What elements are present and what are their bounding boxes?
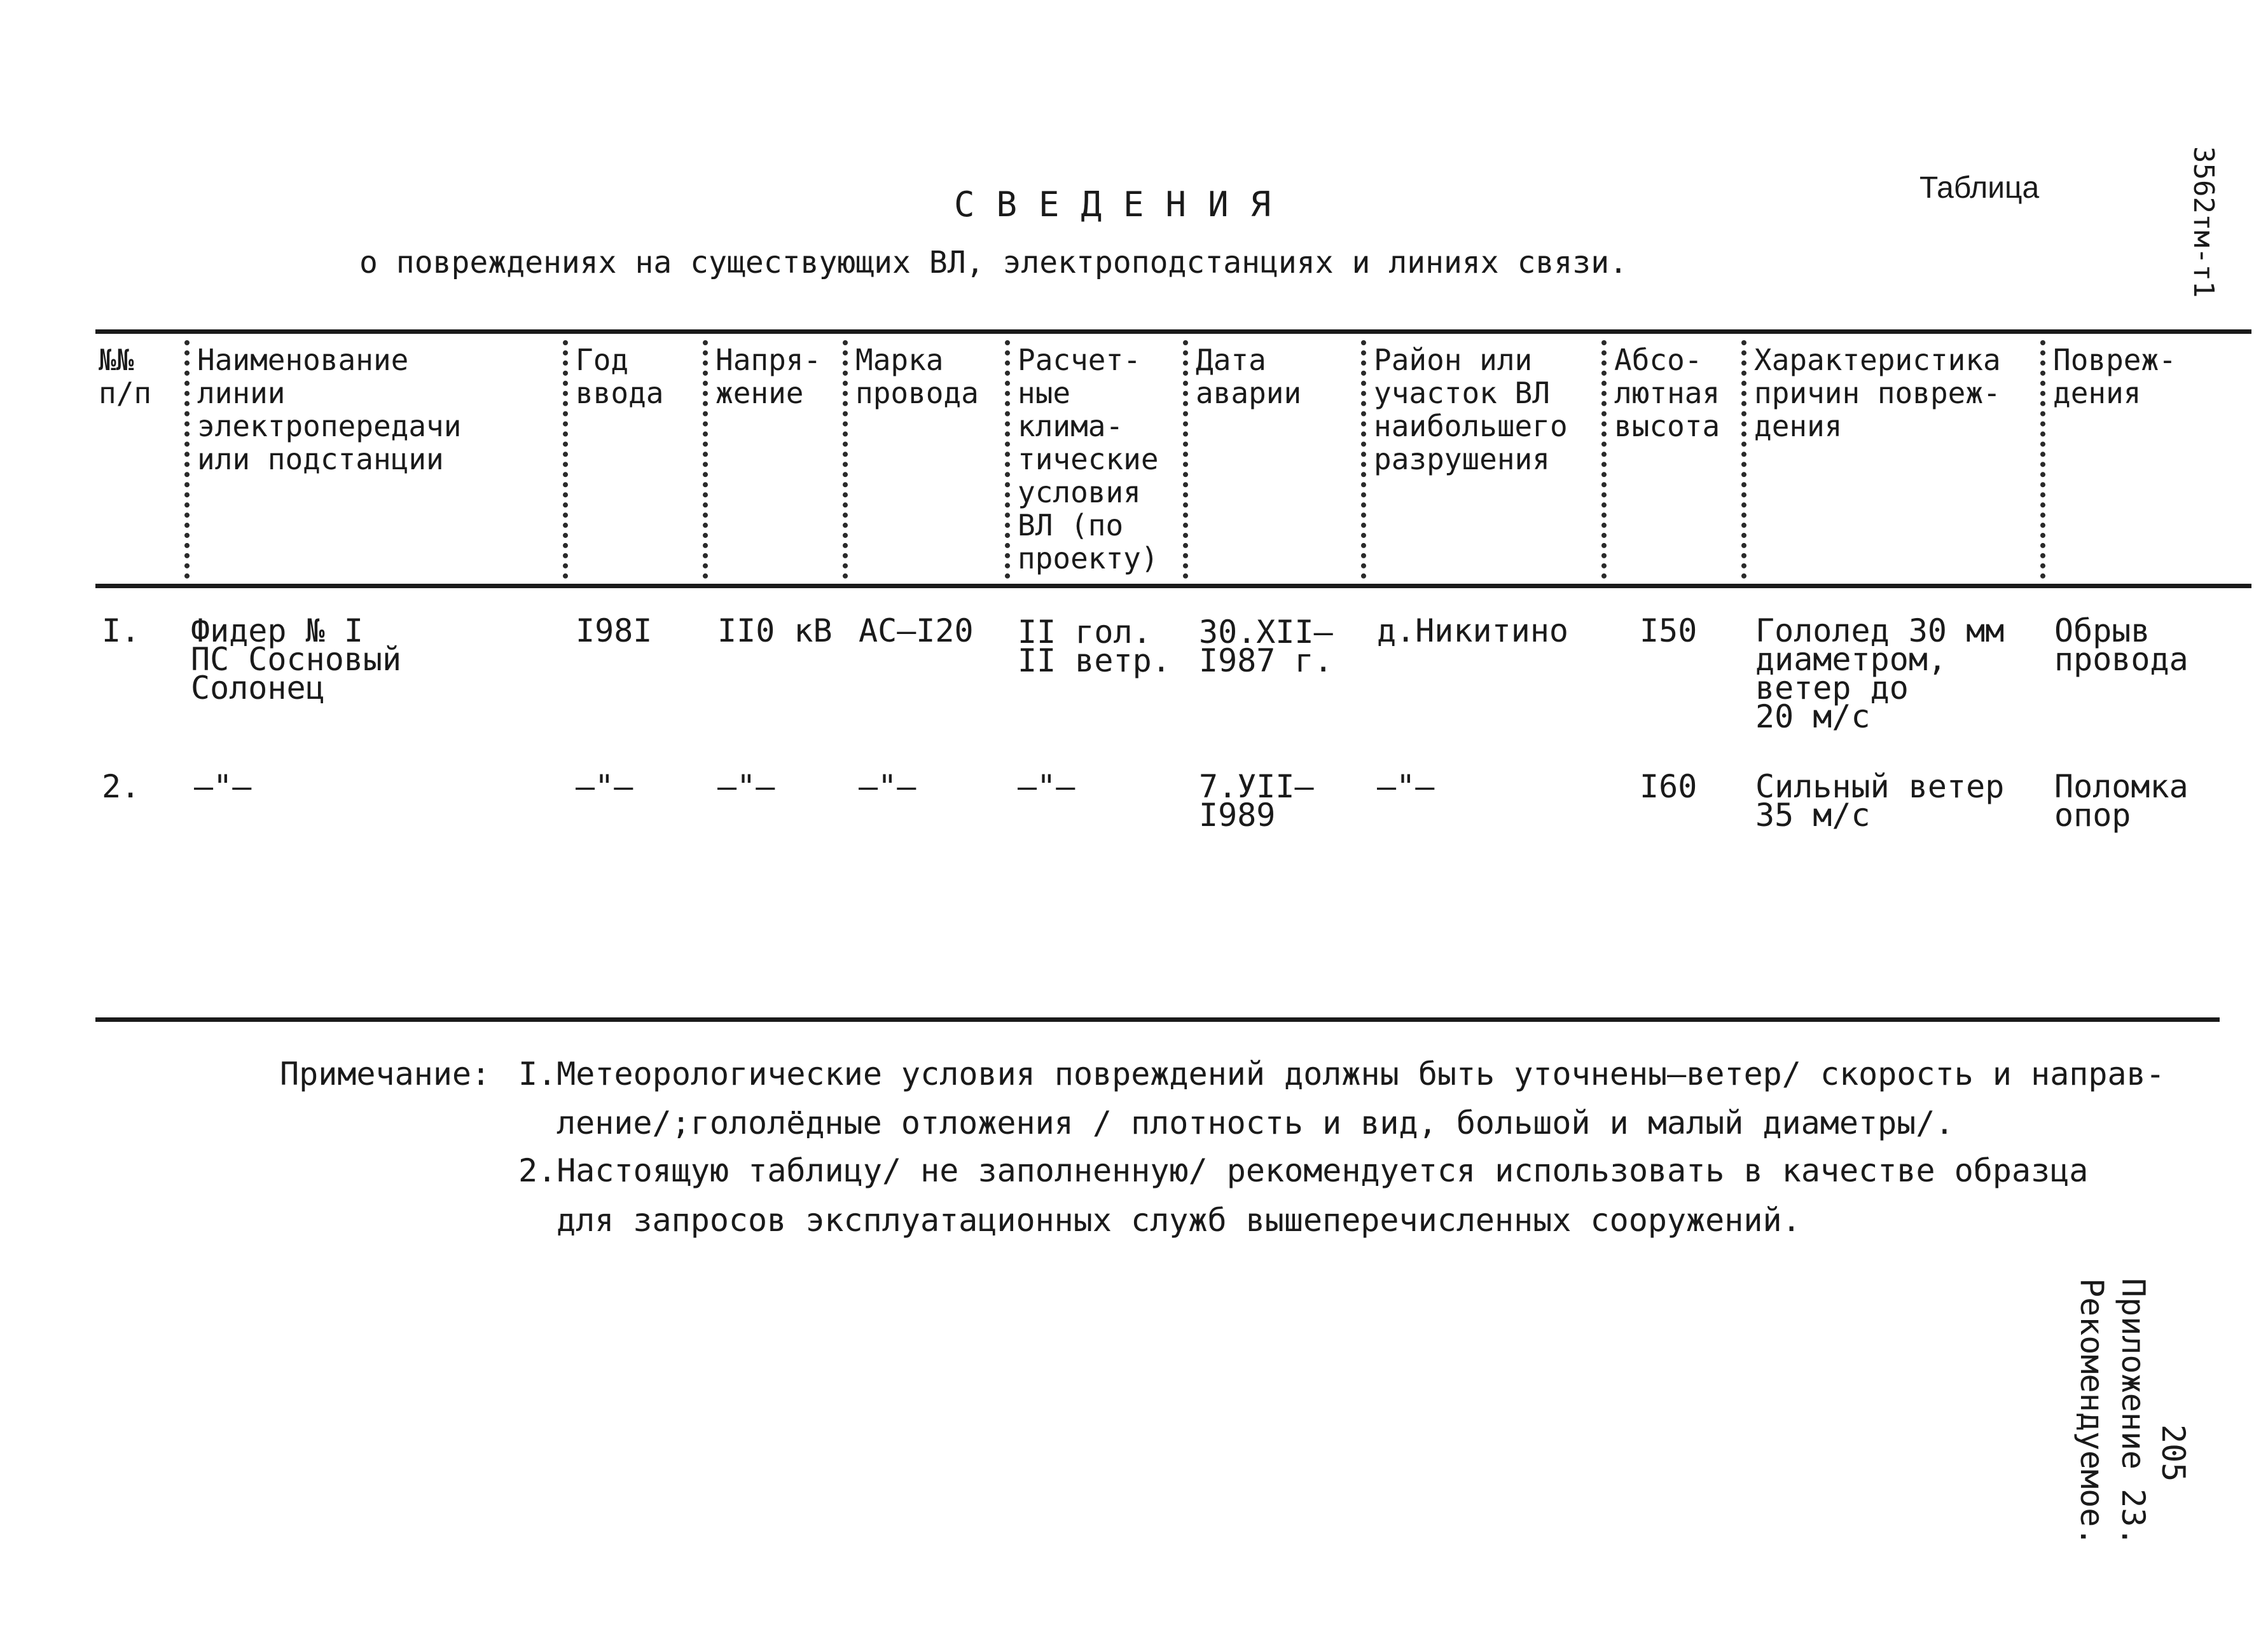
- table-row-2-damage: Поломка опор: [2054, 768, 2188, 834]
- table-row-1-altitude: I50: [1640, 612, 1697, 649]
- table-row-2-wire: –"–: [859, 768, 916, 805]
- table-row-1-year: I98I: [576, 612, 653, 649]
- table-row-2-date: 7.УII– I989: [1199, 768, 1314, 834]
- column-separator: [184, 340, 190, 579]
- table-row-1-wire: АС–I20: [859, 612, 974, 649]
- column-header-cause: Характеристика причин повреж- дения: [1754, 343, 2001, 443]
- table-row-2-altitude: I60: [1640, 768, 1697, 805]
- column-header-climate: Расчет- ные клима- тические условия ВЛ (по проекту): [1018, 343, 1159, 575]
- table-row-2-number: 2.: [102, 768, 141, 805]
- note-line-4: для запросов эксплуатационных служб вышеперечисленных сооружений.: [557, 1202, 1801, 1239]
- column-header-year: Год ввода: [576, 343, 664, 410]
- table-row-2-climate: –"–: [1018, 768, 1075, 805]
- note-line-1: I.Метеорологические условия повреждений должны быть уточнены–ветер/ скорость и направ-: [518, 1056, 2165, 1092]
- column-separator: [843, 340, 848, 579]
- column-separator: [1005, 340, 1010, 579]
- table-bottom-rule: [95, 1017, 2220, 1022]
- column-header-date: Дата аварии: [1196, 343, 1302, 410]
- table-label: Таблица: [1919, 171, 2040, 205]
- column-header-name: Наименование линии электропередачи или подстанции: [197, 343, 462, 476]
- page-number: 205: [2155, 1424, 2192, 1482]
- column-separator: [563, 340, 568, 579]
- column-separator: [1361, 340, 1366, 579]
- column-header-altitude: Абсо- лютная высота: [1614, 343, 1720, 443]
- table-row-1-voltage: II0 кВ: [717, 612, 833, 649]
- table-row-2-year: –"–: [576, 768, 633, 805]
- column-separator: [2040, 340, 2045, 579]
- column-header-area: Район или участок ВЛ наибольшего разрушения: [1374, 343, 1568, 476]
- document-title: СВЕДЕНИЯ: [954, 184, 1293, 224]
- column-header-damage: Повреж- дения: [2053, 343, 2176, 410]
- recommended-label: Рекомендуемое.: [2073, 1278, 2110, 1546]
- note-line-2: ление/;гололёдные отложения / плотность и вид, большой и малый диаметры/.: [557, 1105, 1954, 1141]
- table-row-2-voltage: –"–: [717, 768, 775, 805]
- appendix-label: Приложение 23.: [2115, 1278, 2152, 1546]
- table-row-1-climate: II гол. II ветр.: [1018, 614, 1171, 679]
- table-row-2-area: –"–: [1377, 768, 1435, 805]
- table-row-1-number: I.: [102, 612, 141, 649]
- column-header-voltage: Напря- жение: [716, 343, 822, 410]
- table-row-1-date: 30.XII– I987 г.: [1199, 614, 1333, 679]
- note-label: Примечание:: [280, 1056, 491, 1092]
- column-separator: [1741, 340, 1746, 579]
- table-row-1-area: д.Никитино: [1377, 612, 1569, 649]
- table-row-2-name: –"–: [194, 768, 252, 805]
- column-header-wire: Марка провода: [855, 343, 979, 410]
- header-bottom-rule: [95, 584, 2251, 588]
- column-separator: [1183, 340, 1188, 579]
- table-top-rule: [95, 329, 2251, 334]
- column-separator: [703, 340, 708, 579]
- table-row-2-cause: Сильный ветер 35 м/с: [1755, 768, 2005, 834]
- table-row-1-name: Фидер № I ПС Сосновый Солонец: [191, 612, 402, 706]
- column-header-number: №№ п/п: [99, 343, 152, 410]
- note-line-3: 2.Настоящую таблицу/ не заполненную/ рекомендуется использовать в качестве образца: [518, 1152, 2089, 1189]
- table-row-1-cause: Гололед 30 мм диаметром, ветер до 20 м/с: [1755, 612, 2005, 735]
- table-row-1-damage: Обрыв провода: [2054, 612, 2188, 678]
- column-separator: [1601, 340, 1607, 579]
- document-code: 3562тм-т1: [2187, 146, 2220, 298]
- document-subtitle: о повреждениях на существующих ВЛ, электроподстанциях и линиях связи.: [359, 245, 1628, 280]
